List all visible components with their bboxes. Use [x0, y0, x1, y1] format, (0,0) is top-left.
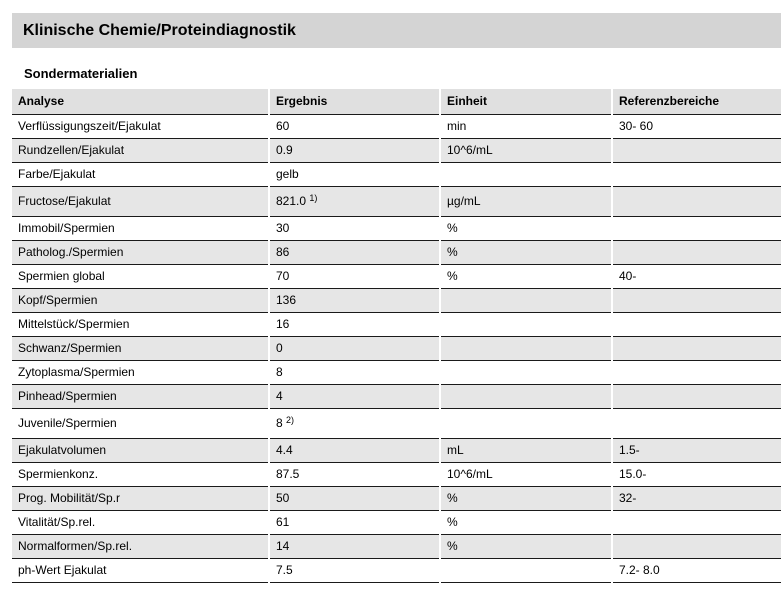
cell-referenz — [612, 534, 781, 558]
cell-referenz — [612, 138, 781, 162]
cell-referenz — [612, 312, 781, 336]
column-header-einheit: Einheit — [440, 89, 612, 114]
table-row — [12, 264, 781, 288]
cell-ergebnis — [269, 438, 440, 462]
result-value: 61 — [276, 515, 290, 529]
cell-einheit: 10^6/mL — [440, 138, 612, 162]
cell-referenz: 32- — [612, 486, 781, 510]
table-row — [12, 360, 781, 384]
result-value: 0.9 — [276, 143, 293, 157]
table-row — [12, 162, 781, 186]
cell-referenz — [612, 186, 781, 216]
cell-ergebnis — [269, 558, 440, 582]
footnote-marker: 1) — [309, 193, 318, 203]
cell-einheit: % — [440, 486, 612, 510]
cell-ergebnis — [269, 240, 440, 264]
cell-analyse: Schwanz/Spermien — [12, 336, 269, 360]
cell-referenz — [612, 408, 781, 438]
cell-referenz — [612, 240, 781, 264]
result-value: 8 — [276, 416, 283, 430]
cell-analyse: Spermien global — [12, 264, 269, 288]
cell-einheit: 10^6/mL — [440, 462, 612, 486]
table-row — [12, 186, 781, 216]
cell-einheit — [440, 336, 612, 360]
cell-einheit — [440, 312, 612, 336]
cell-ergebnis — [269, 360, 440, 384]
cell-analyse: Rundzellen/Ejakulat — [12, 138, 269, 162]
cell-einheit: % — [440, 534, 612, 558]
cell-referenz: 7.2- 8.0 — [612, 558, 781, 582]
cell-referenz: 15.0- — [612, 462, 781, 486]
cell-analyse: Ejakulatvolumen — [12, 438, 269, 462]
cell-analyse: Spermienkonz. — [12, 462, 269, 486]
cell-analyse: Patholog./Spermien — [12, 240, 269, 264]
table-row — [12, 534, 781, 558]
cell-analyse: Kopf/Spermien — [12, 288, 269, 312]
cell-analyse: Immobil/Spermien — [12, 216, 269, 240]
cell-ergebnis — [269, 162, 440, 186]
cell-ergebnis — [269, 510, 440, 534]
results-table — [12, 89, 781, 583]
result-value: 7.5 — [276, 563, 293, 577]
cell-einheit: % — [440, 264, 612, 288]
cell-ergebnis — [269, 336, 440, 360]
cell-analyse: Farbe/Ejakulat — [12, 162, 269, 186]
cell-ergebnis — [269, 264, 440, 288]
cell-einheit: % — [440, 216, 612, 240]
cell-ergebnis — [269, 216, 440, 240]
cell-einheit: % — [440, 510, 612, 534]
result-value: 4.4 — [276, 443, 293, 457]
result-value: 4 — [276, 389, 283, 403]
table-row — [12, 384, 781, 408]
cell-analyse: Verflüssigungszeit/Ejakulat — [12, 114, 269, 138]
table-row — [12, 114, 781, 138]
cell-ergebnis — [269, 462, 440, 486]
table-row — [12, 288, 781, 312]
cell-einheit: mL — [440, 438, 612, 462]
cell-referenz: 30- 60 — [612, 114, 781, 138]
cell-referenz — [612, 288, 781, 312]
table-row — [12, 138, 781, 162]
cell-einheit — [440, 360, 612, 384]
cell-ergebnis — [269, 384, 440, 408]
cell-ergebnis — [269, 138, 440, 162]
result-value: 8 — [276, 365, 283, 379]
table-row — [12, 462, 781, 486]
table-row — [12, 486, 781, 510]
cell-einheit — [440, 288, 612, 312]
cell-ergebnis — [269, 408, 440, 438]
cell-ergebnis — [269, 312, 440, 336]
cell-einheit: µg/mL — [440, 186, 612, 216]
cell-ergebnis — [269, 288, 440, 312]
cell-analyse: Mittelstück/Spermien — [12, 312, 269, 336]
result-value: 60 — [276, 119, 290, 133]
cell-analyse: Pinhead/Spermien — [12, 384, 269, 408]
result-value: 87.5 — [276, 467, 300, 481]
column-header-referenzbereiche: Referenzbereiche — [612, 89, 781, 114]
cell-ergebnis — [269, 114, 440, 138]
result-value: 86 — [276, 245, 290, 259]
result-value: 70 — [276, 269, 290, 283]
result-value: 14 — [276, 539, 290, 553]
table-row — [12, 558, 781, 582]
cell-einheit — [440, 408, 612, 438]
cell-einheit: % — [440, 240, 612, 264]
table-row — [12, 510, 781, 534]
cell-referenz — [612, 510, 781, 534]
cell-referenz — [612, 162, 781, 186]
cell-referenz — [612, 216, 781, 240]
footnote-marker: 2) — [286, 415, 295, 425]
result-value: gelb — [276, 167, 299, 181]
table-row — [12, 240, 781, 264]
cell-analyse: Juvenile/Spermien — [12, 408, 269, 438]
cell-einheit: min — [440, 114, 612, 138]
table-header-row — [12, 89, 781, 114]
cell-referenz: 1.5- — [612, 438, 781, 462]
result-value: 50 — [276, 491, 290, 505]
report-title: Klinische Chemie/Proteindiagnostik — [23, 21, 296, 39]
cell-analyse: Normalformen/Sp.rel. — [12, 534, 269, 558]
table-row — [12, 216, 781, 240]
table-row — [12, 408, 781, 438]
result-value: 821.0 — [276, 194, 307, 208]
column-header-analyse: Analyse — [12, 89, 269, 114]
cell-referenz — [612, 336, 781, 360]
report-title-bar — [12, 13, 781, 48]
section-title: Sondermaterialien — [24, 66, 138, 81]
cell-einheit — [440, 162, 612, 186]
result-value: 16 — [276, 317, 290, 331]
table-row — [12, 438, 781, 462]
cell-ergebnis — [269, 534, 440, 558]
cell-analyse: Zytoplasma/Spermien — [12, 360, 269, 384]
cell-analyse: Prog. Mobilität/Sp.r — [12, 486, 269, 510]
cell-einheit — [440, 558, 612, 582]
result-value: 0 — [276, 341, 283, 355]
result-value: 30 — [276, 221, 290, 235]
cell-referenz — [612, 360, 781, 384]
cell-referenz — [612, 384, 781, 408]
cell-ergebnis — [269, 186, 440, 216]
table-row — [12, 336, 781, 360]
table-row — [12, 312, 781, 336]
cell-einheit — [440, 384, 612, 408]
cell-analyse: Fructose/Ejakulat — [12, 186, 269, 216]
cell-analyse: Vitalität/Sp.rel. — [12, 510, 269, 534]
cell-analyse: ph-Wert Ejakulat — [12, 558, 269, 582]
cell-referenz: 40- — [612, 264, 781, 288]
column-header-ergebnis: Ergebnis — [269, 89, 440, 114]
cell-ergebnis — [269, 486, 440, 510]
result-value: 136 — [276, 293, 297, 307]
